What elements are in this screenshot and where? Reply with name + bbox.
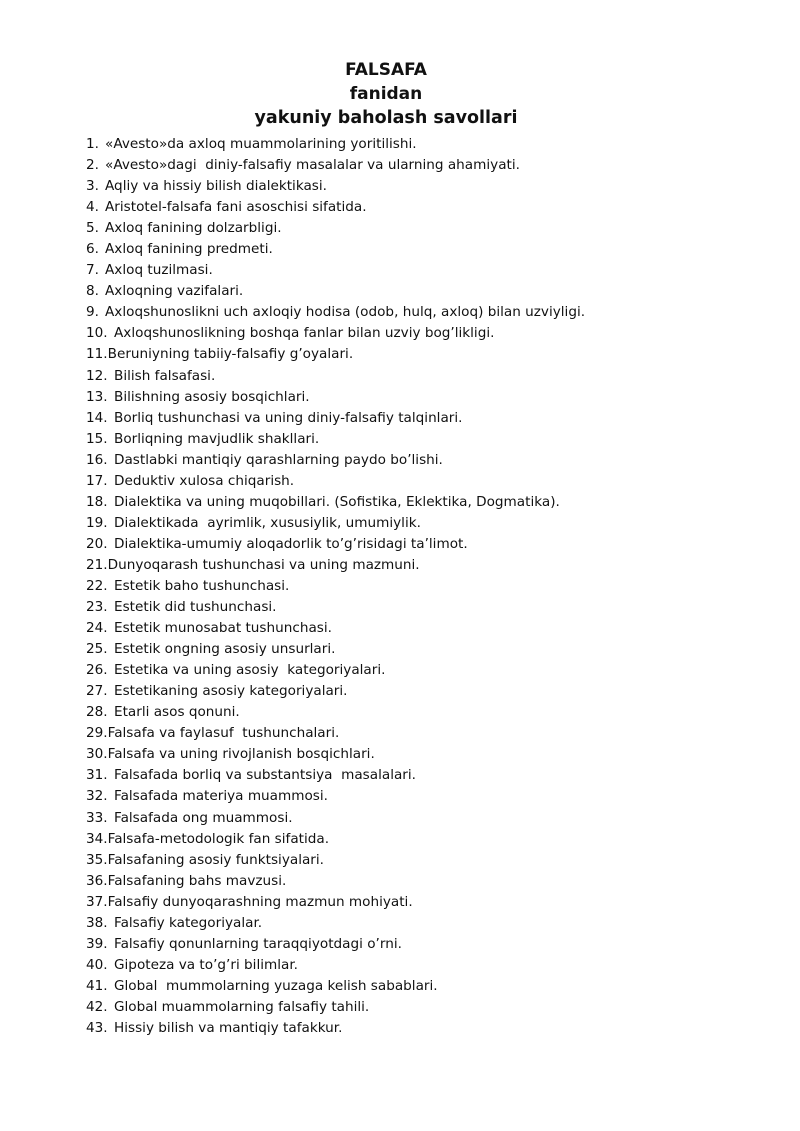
- question-item: [86, 618, 776, 639]
- question-text: Borliq tushunchasi va uning diniy-falsafiy talqinlari.: [114, 409, 463, 426]
- question-text: Estetik baho tushunchasi.: [114, 577, 290, 594]
- question-text: Falsafaning asosiy funktsiyalari.: [107, 851, 324, 868]
- question-number: 9.: [86, 304, 99, 321]
- question-number: 36.: [86, 872, 108, 889]
- question-text: Axloqning vazifalari.: [105, 283, 244, 300]
- question-item: [86, 723, 776, 744]
- question-text: Deduktiv xulosa chiqarish.: [114, 472, 295, 489]
- question-text: Estetikaning asosiy kategoriyalari.: [114, 683, 348, 700]
- question-number: 43.: [86, 1019, 108, 1036]
- question-item: [86, 829, 776, 850]
- question-item: [86, 366, 776, 387]
- question-number: 24.: [86, 620, 108, 637]
- question-text: Aqliy va hissiy bilish dialektikasi.: [105, 178, 327, 195]
- question-list: [86, 134, 776, 1039]
- question-number: 34.: [86, 830, 108, 847]
- question-item: [86, 913, 776, 934]
- question-item: [86, 1018, 776, 1039]
- question-item: [86, 576, 776, 597]
- question-number: 8.: [86, 283, 99, 300]
- question-number: 28.: [86, 704, 108, 721]
- question-number: 4.: [86, 199, 99, 216]
- question-item: [86, 997, 776, 1018]
- question-text: Dunyoqarash tushunchasi va uning mazmuni.: [107, 556, 420, 573]
- question-number: 15.: [86, 430, 108, 447]
- question-text: Dialektika-umumiy aloqadorlik to’g’risidagi ta’limot.: [114, 535, 468, 552]
- question-number: 19.: [86, 514, 108, 531]
- question-item: [86, 934, 776, 955]
- question-text: Hissiy bilish va mantiqiy tafakkur.: [114, 1019, 343, 1036]
- question-number: 26.: [86, 662, 108, 679]
- question-text: Etarli asos qonuni.: [114, 704, 240, 721]
- question-text: Global mummolarning yuzaga kelish sabablari.: [114, 977, 438, 994]
- question-item: [86, 408, 776, 429]
- question-text: Bilish falsafasi.: [114, 367, 216, 384]
- question-text: Estetik ongning asosiy unsurlari.: [114, 641, 336, 658]
- question-text: Axloqshunoslikni uch axloqiy hodisa (odob, hulq, axloq) bilan uzviyligi.: [105, 304, 586, 321]
- question-text: Axloq fanining predmeti.: [105, 241, 273, 258]
- question-text: Falsafada materiya muammosi.: [114, 788, 328, 805]
- question-item: [86, 871, 776, 892]
- question-number: 21.: [86, 556, 108, 573]
- question-text: Bilishning asosiy bosqichlari.: [114, 388, 310, 405]
- question-number: 18.: [86, 493, 108, 510]
- question-text: Falsafiy dunyoqarashning mazmun mohiyati.: [107, 893, 413, 910]
- question-item: [86, 471, 776, 492]
- question-text: Beruniyning tabiiy-falsafiy g’oyalari.: [107, 346, 354, 363]
- question-item: [86, 155, 776, 176]
- question-text: Global muammolarning falsafiy tahili.: [114, 998, 370, 1015]
- question-number: 29.: [86, 725, 108, 742]
- question-number: 23.: [86, 599, 108, 616]
- question-number: 35.: [86, 851, 108, 868]
- question-text: Falsafa va uning rivojlanish bosqichlari.: [107, 746, 375, 763]
- question-item: [86, 134, 776, 155]
- question-number: 7.: [86, 262, 99, 279]
- question-item: [86, 387, 776, 408]
- question-text: Gipoteza va to’g’ri bilimlar.: [114, 956, 299, 973]
- document-subtitle: fanidan: [349, 84, 423, 104]
- question-number: 17.: [86, 472, 108, 489]
- question-text: Falsafa-metodologik fan sifatida.: [107, 830, 330, 847]
- question-text: Falsafiy kategoriyalar.: [114, 914, 263, 931]
- question-number: 31.: [86, 767, 108, 784]
- question-item: [86, 302, 776, 323]
- question-text: Estetika va uning asosiy kategoriyalari.: [114, 662, 386, 679]
- question-text: Dialektikada ayrimlik, xususiylik, umumiylik.: [114, 514, 421, 531]
- question-text: Dialektika va uning muqobillari. (Sofistika, Eklektika, Dogmatika).: [114, 493, 560, 510]
- question-text: Borliqning mavjudlik shakllari.: [114, 430, 320, 447]
- question-item: [86, 176, 776, 197]
- question-text: Axloq tuzilmasi.: [105, 262, 213, 279]
- document-heading: yakuniy baholash savollari: [254, 108, 518, 128]
- question-number: 10.: [86, 325, 108, 342]
- question-item: [86, 260, 776, 281]
- question-text: Falsafaning bahs mavzusi.: [107, 872, 287, 889]
- document-title: FALSAFA: [345, 60, 427, 80]
- question-item: [86, 597, 776, 618]
- question-text: Falsafiy qonunlarning taraqqiyotdagi o’rni.: [114, 935, 402, 952]
- question-number: 13.: [86, 388, 108, 405]
- question-number: 11.: [86, 346, 108, 363]
- question-item: [86, 976, 776, 997]
- question-item: [86, 892, 776, 913]
- question-item: [86, 323, 776, 344]
- question-item: [86, 492, 776, 513]
- question-number: 3.: [86, 178, 99, 195]
- question-text: Falsafada borliq va substantsiya masalalari.: [114, 767, 416, 784]
- question-number: 33.: [86, 809, 108, 826]
- question-item: [86, 850, 776, 871]
- question-number: 39.: [86, 935, 108, 952]
- question-number: 2.: [86, 157, 99, 174]
- question-item: [86, 281, 776, 302]
- question-text: Axloq fanining dolzarbligi.: [105, 220, 282, 237]
- question-number: 32.: [86, 788, 108, 805]
- question-number: 12.: [86, 367, 108, 384]
- question-number: 30.: [86, 746, 108, 763]
- question-number: 6.: [86, 241, 99, 258]
- question-text: Falsafa va faylasuf tushunchalari.: [107, 725, 340, 742]
- question-item: [86, 955, 776, 976]
- question-item: [86, 744, 776, 765]
- question-item: [86, 239, 776, 260]
- question-text: Estetik did tushunchasi.: [114, 599, 277, 616]
- question-number: 37.: [86, 893, 108, 910]
- question-number: 20.: [86, 535, 108, 552]
- question-item: [86, 702, 776, 723]
- question-item: [86, 555, 776, 576]
- question-text: Estetik munosabat tushunchasi.: [114, 620, 332, 637]
- question-number: 5.: [86, 220, 99, 237]
- question-number: 14.: [86, 409, 108, 426]
- question-item: [86, 513, 776, 534]
- question-item: [86, 786, 776, 807]
- question-item: [86, 450, 776, 471]
- question-text: Aristotel-falsafa fani asoschisi sifatida.: [105, 199, 367, 216]
- question-item: [86, 218, 776, 239]
- question-item: [86, 681, 776, 702]
- question-item: [86, 660, 776, 681]
- question-number: 42.: [86, 998, 108, 1015]
- question-item: [86, 344, 776, 365]
- question-number: 16.: [86, 451, 108, 468]
- question-item: [86, 197, 776, 218]
- question-number: 25.: [86, 641, 108, 658]
- question-text: «Avesto»da axloq muammolarining yoritilishi.: [105, 136, 417, 152]
- question-number: 41.: [86, 977, 108, 994]
- question-number: 27.: [86, 683, 108, 700]
- question-item: [86, 534, 776, 555]
- question-item: [86, 765, 776, 786]
- question-item: [86, 808, 776, 829]
- title-block: [0, 58, 772, 130]
- question-item: [86, 429, 776, 450]
- question-text: «Avesto»dagi diniy-falsafiy masalalar va ularning ahamiyati.: [105, 157, 520, 174]
- question-number: 22.: [86, 577, 108, 594]
- question-text: Dastlabki mantiqiy qarashlarning paydo bo’lishi.: [114, 451, 443, 468]
- question-number: 38.: [86, 914, 108, 931]
- question-number: 40.: [86, 956, 108, 973]
- question-item: [86, 639, 776, 660]
- question-number: 1.: [86, 136, 99, 152]
- question-text: Falsafada ong muammosi.: [114, 809, 293, 826]
- question-text: Axloqshunoslikning boshqa fanlar bilan uzviy bog’likligi.: [114, 325, 495, 342]
